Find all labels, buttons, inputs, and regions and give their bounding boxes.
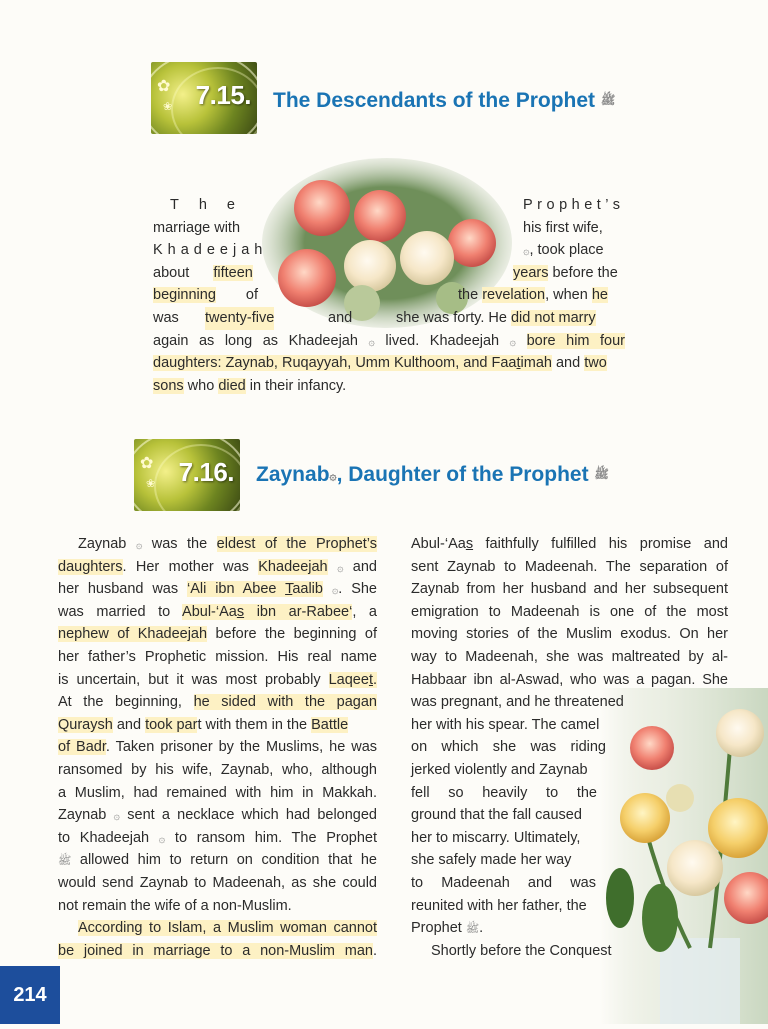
leaf-icon: ✿	[140, 455, 154, 472]
text-line: daughters. Her mother was Khadeejah ۞ and	[58, 558, 377, 575]
text-line: to Madeenah and was	[411, 874, 596, 891]
text-line: she safely made her way	[411, 852, 572, 869]
text-line: emigration to Madeenah is one of the most	[411, 603, 728, 620]
text-line: about fifteen years before the	[153, 264, 618, 281]
text-line: The Prophet’s	[170, 197, 625, 213]
section-title	[273, 89, 615, 113]
text-line: not remain the wife of a non-Muslim.	[58, 897, 292, 914]
honorific-icon: ﷺ	[600, 92, 616, 107]
text-line: is uncertain, but it was most probably Laqeet.	[58, 671, 377, 688]
text-line: to Khadeejah ۞ to ransom him. The Prophet	[58, 829, 377, 846]
text-line: her to miscarry. Ultimately,	[411, 829, 581, 846]
section-badge-7-15	[151, 62, 257, 134]
section-title	[256, 463, 609, 487]
text-line: jerked violently and Zaynab	[411, 761, 588, 778]
text-line: was married to Abul-‘Aas ibn ar-Rabee‘, a	[58, 603, 378, 620]
text-line: was pregnant, and he threatened	[411, 694, 624, 711]
leaf-icon: ❀	[146, 478, 156, 490]
text-line: Habbaar ibn al-Aswad, who was a pagan. She	[411, 671, 728, 688]
section-number: 7.16.	[178, 457, 234, 487]
text-line: a Muslim, had remained with him in Makkah.	[58, 784, 377, 801]
text-line: moving stories of the Muslim exodus. On her	[411, 626, 728, 643]
text-line: fell so heavily to the	[411, 784, 597, 801]
text-line: way to Madeenah, she was maltreated by al-	[411, 648, 728, 665]
text-line: Prophet ﷺ.	[411, 920, 484, 937]
paragraph-zaynab-right	[411, 533, 728, 962]
text-line: again as long as Khadeejah ۞ lived. Khadeejah ۞ bore him four	[153, 332, 625, 349]
text-line: sent Zaynab to Madeenah. The separation of	[411, 558, 728, 575]
paragraph-zaynab-left	[58, 533, 377, 962]
text-line: sons who died in their infancy.	[153, 377, 347, 394]
honorific-icon: ۞	[329, 468, 337, 483]
text-line: Zaynab from her husband and her subsequent	[411, 581, 728, 598]
text-line: beginning of the revelation, when he	[153, 287, 608, 304]
text-line: her husband was ‘Ali ibn Abee Taalib ۞. She	[58, 581, 377, 598]
text-line: be joined in marriage to a non-Muslim man.	[58, 942, 377, 959]
text-line: marriage with his first wife,	[153, 219, 603, 236]
text-line: Quraysh and took part with them in the Battle	[58, 716, 349, 733]
text-line: Zaynab ۞ was the eldest of the Prophet’s	[78, 536, 377, 552]
section-title-text: The Descendants of the Prophet	[273, 89, 596, 112]
text-line: her with his spear. The camel	[411, 716, 600, 733]
text-line: ﷺ allowed him to return on condition that he	[58, 852, 377, 869]
text-line: would send Zaynab to Madeenah, as she could	[58, 874, 377, 891]
text-line: Shortly before the Conquest	[431, 942, 612, 959]
text-line: nephew of Khadeejah before the beginning of	[58, 626, 377, 643]
section-title-text: , Daughter of the Prophet	[336, 463, 589, 486]
text-line: Khadeejah ۞, took place	[153, 242, 604, 259]
text-line: on which she was riding	[411, 739, 606, 756]
text-line: daughters: Zaynab, Ruqayyah, Umm Kulthoom, and Faatimah and two	[153, 355, 607, 372]
text-line: ransomed by his wife, Zaynab, who, although	[58, 761, 377, 778]
section-badge-7-16	[134, 439, 240, 511]
text-line: her father’s Prophetic mission. His real name	[58, 648, 377, 665]
text-line: According to Islam, a Muslim woman cannot	[78, 920, 377, 937]
leaf-icon: ✿	[157, 78, 171, 95]
section-number: 7.15.	[195, 80, 251, 110]
honorific-icon: ﷺ	[594, 466, 609, 481]
text-line: was twenty-five and she was forty. He did not marry	[153, 307, 625, 330]
paragraph-descendants	[153, 194, 625, 397]
text-line: of Badr. Taken prisoner by the Muslims, he was	[58, 739, 378, 756]
page-number: 214	[0, 966, 60, 1024]
section-title-text: Zaynab	[256, 463, 330, 486]
text-line: Abul-‘Aas faithfully fulfilled his promise and	[411, 536, 728, 552]
text-line: At the beginning, he sided with the pagan	[58, 694, 377, 711]
text-line: Zaynab ۞ sent a necklace which had belonged	[58, 807, 377, 824]
text-line: ground that the fall caused	[411, 807, 582, 824]
leaf-icon: ❀	[163, 101, 173, 113]
text-line: reunited with her father, the	[411, 897, 587, 914]
